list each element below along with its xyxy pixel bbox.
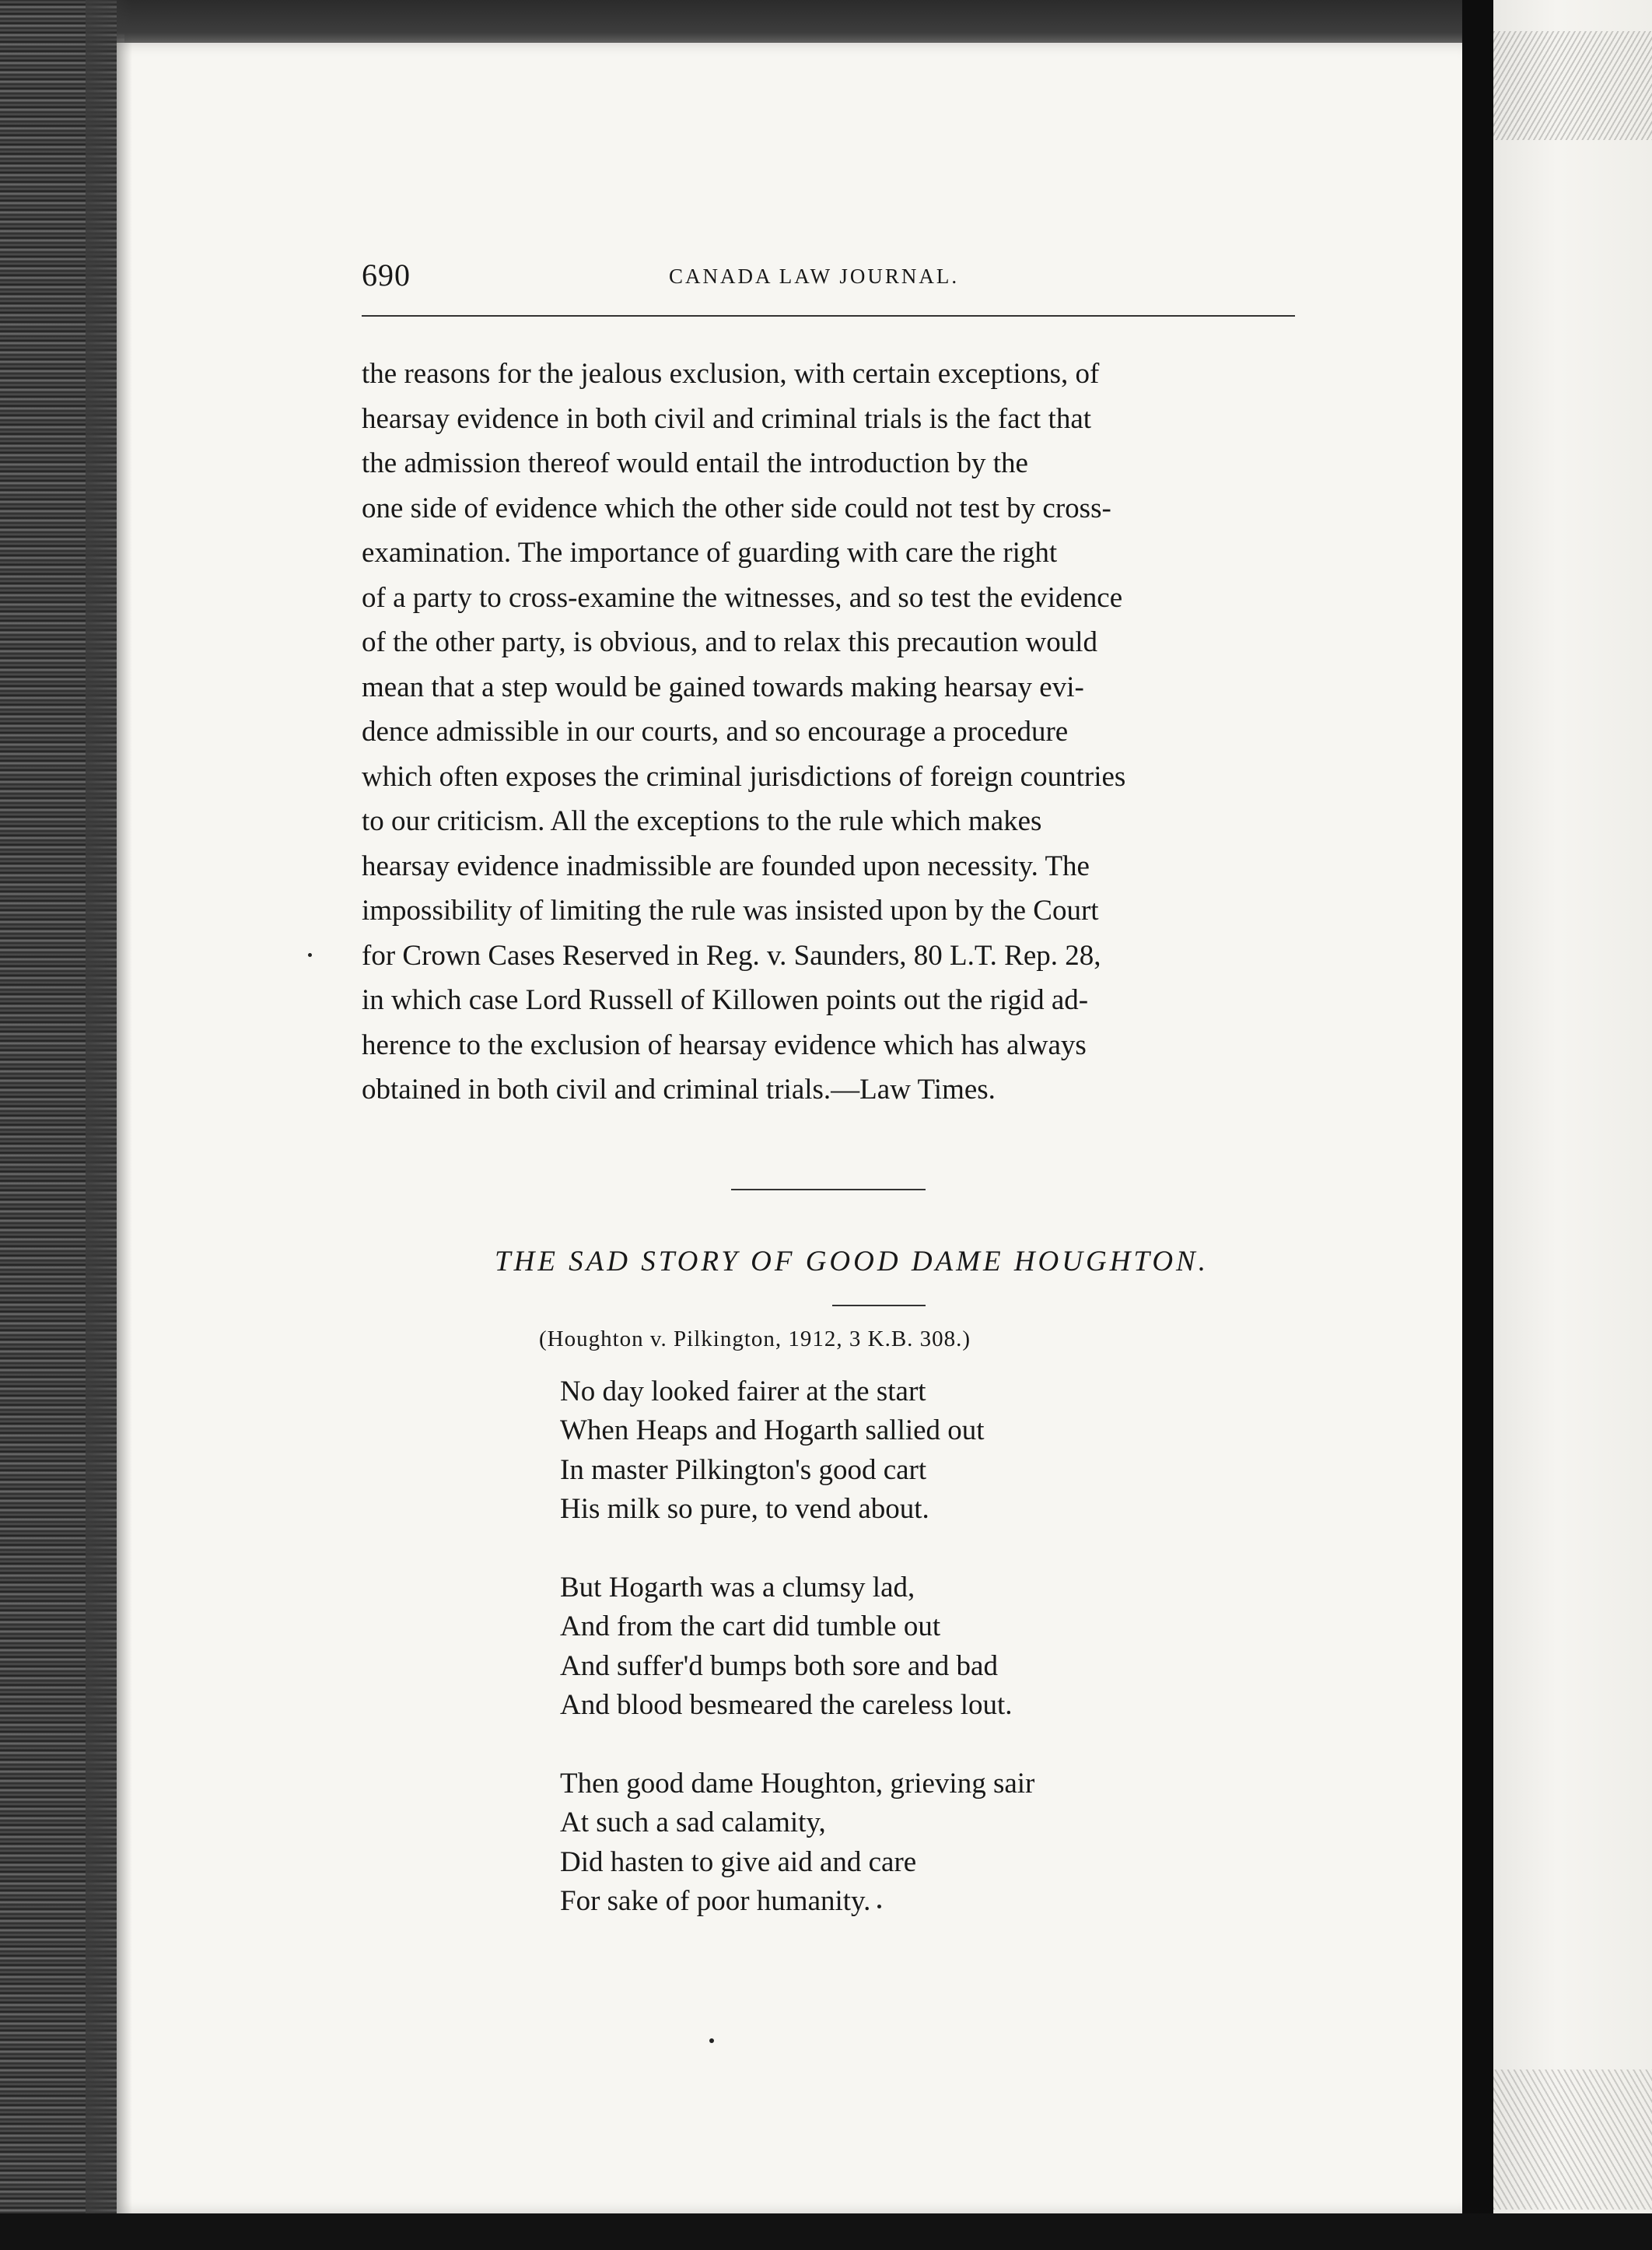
- paragraph-line: which often exposes the criminal jurisdictions of foreign countries: [362, 760, 1126, 793]
- verse-line: And blood besmeared the careless lout.: [560, 1689, 1013, 1721]
- paragraph-line: of a party to cross-examine the witnesses, and so test the evidence: [362, 581, 1123, 614]
- scan-speck: [308, 953, 312, 957]
- article-paragraph: [362, 352, 1295, 1113]
- scan-speck: [877, 1905, 881, 1908]
- verse-line: When Heaps and Hogarth sallied out: [560, 1414, 985, 1446]
- right-dark-band: [1462, 0, 1493, 2250]
- page-top-shadow: [117, 0, 1462, 47]
- paragraph-line: one side of evidence which the other side could not test by cross-: [362, 492, 1111, 524]
- page-number: 690: [362, 258, 411, 293]
- poem-stanza: [560, 1372, 1295, 1530]
- paragraph-line: for Crown Cases Reserved in Reg. v. Saunders, 80 L.T. Rep. 28,: [362, 939, 1101, 972]
- verse-line: Did hasten to give aid and care: [560, 1845, 917, 1878]
- paragraph-line: dence admissible in our courts, and so encourage a procedure: [362, 716, 1069, 748]
- verse-line: In master Pilkington's good cart: [560, 1453, 927, 1486]
- page-content: [362, 257, 1295, 1922]
- journal-title: CANADA LAW JOURNAL.: [669, 265, 960, 288]
- scan-noise-top: [1493, 31, 1652, 140]
- paragraph-line: examination. The importance of guarding with care the right: [362, 537, 1058, 569]
- title-rule: [832, 1305, 926, 1306]
- scan-speck: [709, 2038, 714, 2043]
- verse-line: And suffer'd bumps both sore and bad: [560, 1649, 998, 1682]
- paragraph-line: impossibility of limiting the rule was insisted upon by the Court: [362, 895, 1099, 927]
- paragraph-line: the reasons for the jealous exclusion, with certain exceptions, of: [362, 358, 1100, 390]
- verse-line: His milk so pure, to vend about.: [560, 1493, 929, 1525]
- poem-title: THE SAD STORY OF GOOD DAME HOUGHTON.: [495, 1245, 1209, 1277]
- verse-line: For sake of poor humanity.: [560, 1885, 871, 1917]
- poem-stanza: [560, 1568, 1295, 1726]
- section-divider: [731, 1189, 926, 1190]
- verse-line: But Hogarth was a clumsy lad,: [560, 1571, 915, 1603]
- verse-line: At such a sad calamity,: [560, 1807, 826, 1838]
- case-citation: (Houghton v. Pilkington, 1912, 3 K.B. 308.): [539, 1326, 971, 1351]
- paragraph-line: obtained in both civil and criminal trials.—Law Times.: [362, 1074, 996, 1106]
- bottom-dark-edge: [0, 2213, 1652, 2250]
- poem-stanza: [560, 1765, 1295, 1922]
- paragraph-line: in which case Lord Russell of Killowen points out the rigid ad-: [362, 984, 1089, 1016]
- running-head: [362, 257, 1295, 311]
- paragraph-line: herence to the exclusion of hearsay evidence which has always: [362, 1029, 1087, 1061]
- header-rule: [362, 315, 1295, 317]
- verse-line: Then good dame Houghton, grieving sair: [560, 1767, 1035, 1800]
- scan-noise-bottom: [1493, 2070, 1652, 2210]
- paragraph-line: to our criticism. All the exceptions to the rule which makes: [362, 805, 1042, 837]
- right-scan-margin: [1493, 0, 1652, 2250]
- binding-shadow: [86, 0, 132, 2250]
- paragraph-line: the admission thereof would entail the introduction by the: [362, 447, 1028, 479]
- verse-line: And from the cart did tumble out: [560, 1610, 941, 1642]
- paragraph-line: hearsay evidence inadmissible are founded upon necessity. The: [362, 850, 1090, 882]
- paragraph-line: mean that a step would be gained towards making hearsay evi-: [362, 671, 1084, 703]
- paragraph-line: hearsay evidence in both civil and criminal trials is the fact that: [362, 402, 1092, 435]
- paragraph-line: of the other party, is obvious, and to relax this precaution would: [362, 626, 1098, 658]
- verse-line: No day looked fairer at the start: [560, 1375, 926, 1407]
